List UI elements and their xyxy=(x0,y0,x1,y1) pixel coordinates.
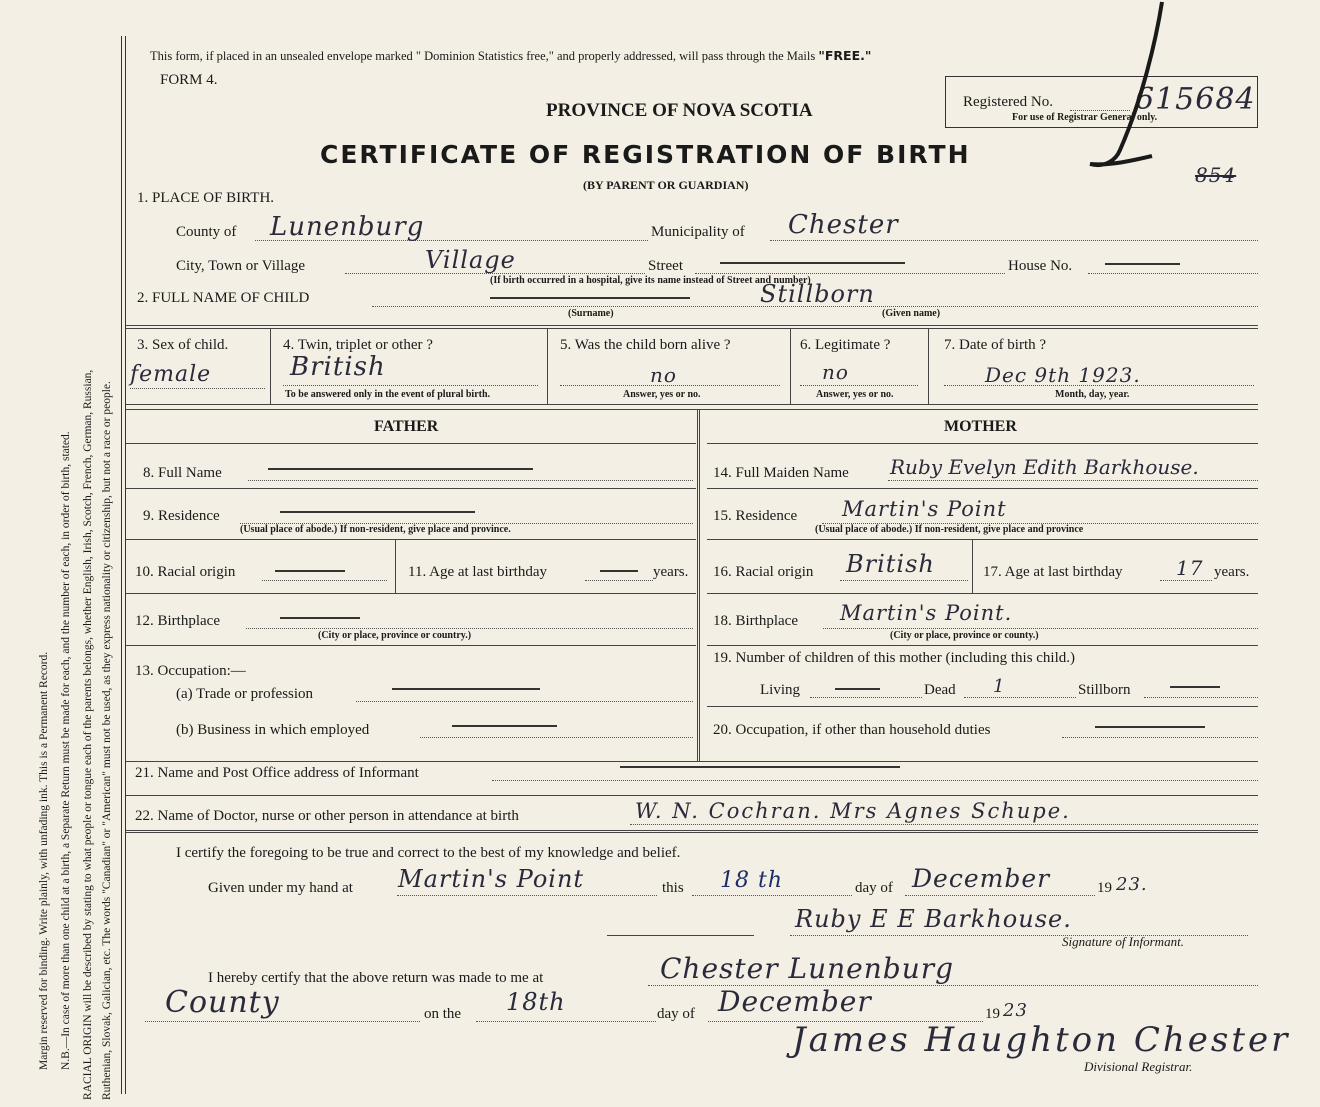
mother-residence-note: (Usual place of abode.) If non-resident, give place and province xyxy=(815,524,1084,535)
on-the-label: on the xyxy=(424,1006,462,1022)
father-business-label: (b) Business in which employed xyxy=(176,722,370,738)
sex-value: female xyxy=(130,362,212,387)
living-label: Living xyxy=(760,682,800,698)
sex-label: 3. Sex of child. xyxy=(137,337,229,353)
municipality-value: Chester xyxy=(788,210,899,240)
certification-month-value: December xyxy=(912,864,1051,893)
father-name-label: 8. Full Name xyxy=(143,465,222,481)
certification-year-value: 23. xyxy=(1116,874,1148,895)
registrar-year-value: 23 xyxy=(1003,1000,1028,1021)
date-of-birth-value: Dec 9th 1923. xyxy=(985,363,1141,387)
mother-children-label: 19. Number of children of this mother (including this child.) xyxy=(713,650,1076,666)
binding-margin-line xyxy=(121,36,122,1094)
mother-residence-label: 15. Residence xyxy=(713,508,798,524)
given-name-caption: (Given name) xyxy=(882,308,941,319)
mother-birthplace-note: (City or place, province or county.) xyxy=(890,630,1039,641)
mother-racial-origin-label: 16. Racial origin xyxy=(713,564,814,580)
twin-label: 4. Twin, triplet or other ? xyxy=(283,337,433,353)
mother-racial-origin-value: British xyxy=(846,550,935,578)
margin-note-racial-origin-2: Ruthenian, Slovak, Galician, etc. The words "Canadian" or "American" must not be used, as they express nationality or citizenship, but not a race or people. xyxy=(101,381,113,1100)
attendant-label: 22. Name of Doctor, nurse or other person in attendance at birth xyxy=(135,808,519,824)
father-racial-origin-label: 10. Racial origin xyxy=(135,564,236,580)
this-label: this xyxy=(662,880,684,896)
date-of-birth-label: 7. Date of birth ? xyxy=(944,337,1047,353)
street-label: Street xyxy=(648,258,683,274)
surname-caption: (Surname) xyxy=(568,308,614,319)
mother-birthplace-value: Martin's Point. xyxy=(840,601,1013,625)
postal-notice-text: This form, if placed in an unsealed envelope marked " Dominion Statistics free," and properly addressed, will pass through the Mails xyxy=(150,49,816,63)
father-birthplace-label: 12. Birthplace xyxy=(135,613,220,629)
father-age-suffix: years. xyxy=(653,564,689,580)
date-of-birth-note: Month, day, year. xyxy=(1055,389,1130,400)
postal-free: "FREE." xyxy=(818,48,872,63)
binding-margin-line xyxy=(125,36,126,1094)
municipality-label: Municipality of xyxy=(651,224,745,240)
dead-label: Dead xyxy=(924,682,956,698)
mother-age-label: 17. Age at last birthday xyxy=(983,564,1123,580)
mother-age-suffix: years. xyxy=(1214,564,1250,580)
registrar-county-value: County xyxy=(165,985,280,1020)
legitimate-label: 6. Legitimate ? xyxy=(800,337,891,353)
registrar-pen-mark xyxy=(1080,0,1180,175)
father-heading: FATHER xyxy=(374,418,439,435)
dead-value: 1 xyxy=(993,676,1006,697)
registered-number: 615684 xyxy=(1135,82,1256,117)
twin-note: To be answered only in the event of plural birth. xyxy=(285,389,491,400)
hospital-note: (If birth occurred in a hospital, give its name instead of Street and number) xyxy=(490,275,811,286)
margin-note-multiple-births: N.B.—In case of more than one child at a birth, a Separate Return must be made for each, and the number of each, in order of birth, stated. xyxy=(60,431,72,1070)
registrar-day-of-label: day of xyxy=(657,1006,695,1022)
form-number: FORM 4. xyxy=(160,72,218,88)
county-value: Lunenburg xyxy=(270,212,425,242)
margin-note-binding: Margin reserved for binding. Write plainly, with unfading ink. This is a Permanent Record. xyxy=(38,651,50,1070)
city-label: City, Town or Village xyxy=(176,258,306,274)
father-age-label: 11. Age at last birthday xyxy=(408,564,547,580)
mother-occupation-label: 20. Occupation, if other than household duties xyxy=(713,722,991,738)
attendant-value: W. N. Cochran. Mrs Agnes Schupe. xyxy=(635,799,1071,823)
mother-heading: MOTHER xyxy=(944,418,1017,435)
stillborn-label: Stillborn xyxy=(1078,682,1131,698)
postal-notice xyxy=(150,48,871,64)
registrar-statement: I hereby certify that the above return was made to me at xyxy=(208,970,544,986)
registrar-place-value: Chester Lunenburg xyxy=(660,952,955,985)
born-alive-label: 5. Was the child born alive ? xyxy=(560,337,731,353)
registrar-signature: James Haughton Chester xyxy=(792,1020,1291,1060)
registrar-year-prefix: 19 xyxy=(985,1006,1000,1022)
born-alive-value: no xyxy=(650,363,677,387)
given-place-value: Martin's Point xyxy=(398,865,585,893)
registrar-note: For use of Registrar General only. xyxy=(1012,112,1158,123)
place-of-birth-label: 1. PLACE OF BIRTH. xyxy=(137,190,275,206)
city-value: Village xyxy=(425,246,516,274)
given-under-label: Given under my hand at xyxy=(208,880,353,896)
side-number: 854 xyxy=(1195,163,1237,187)
child-name-label: 2. FULL NAME OF CHILD xyxy=(137,290,310,306)
certificate-subtitle: (BY PARENT OR GUARDIAN) xyxy=(583,178,749,192)
father-residence-note: (Usual place of abode.) If non-resident, give place and province. xyxy=(240,524,511,535)
father-residence-label: 9. Residence xyxy=(143,508,220,524)
legitimate-value: no xyxy=(822,360,849,384)
county-label: County of xyxy=(176,224,237,240)
day-of-label: day of xyxy=(855,880,893,896)
margin-note-racial-origin: RACIAL ORIGIN will be described by stating to what people or tongue each of the parents belongs, whether English, Irish, Scotch, French, German, Russian, xyxy=(82,369,94,1100)
mother-name-value: Ruby Evelyn Edith Barkhouse. xyxy=(890,455,1199,479)
father-birthplace-note: (City or place, province or country.) xyxy=(318,630,472,641)
certification-day-value: 18 th xyxy=(720,868,783,893)
born-alive-note: Answer, yes or no. xyxy=(623,389,701,400)
informant-signature-caption: Signature of Informant. xyxy=(1062,934,1184,949)
mother-name-label: 14. Full Maiden Name xyxy=(713,465,849,481)
informant-label: 21. Name and Post Office address of Informant xyxy=(135,765,419,781)
informant-signature: Ruby E E Barkhouse. xyxy=(795,905,1072,933)
mother-birthplace-label: 18. Birthplace xyxy=(713,613,798,629)
registered-label: Registered No. xyxy=(963,94,1053,110)
registrar-month-value: December xyxy=(718,985,872,1018)
child-name-value: Stillborn xyxy=(760,280,875,308)
certificate-title: CERTIFICATE OF REGISTRATION OF BIRTH xyxy=(320,140,971,169)
province-heading: PROVINCE OF NOVA SCOTIA xyxy=(546,100,813,121)
house-number-label: House No. xyxy=(1008,258,1073,274)
mother-residence-value: Martin's Point xyxy=(842,497,1007,521)
registrar-caption: Divisional Registrar. xyxy=(1084,1059,1193,1074)
legitimate-note: Answer, yes or no. xyxy=(816,389,894,400)
father-occupation-label: 13. Occupation:— xyxy=(135,663,246,679)
twin-value: British xyxy=(290,352,386,382)
father-trade-label: (a) Trade or profession xyxy=(176,686,314,702)
mother-age-value: 17 xyxy=(1176,556,1204,580)
certification-statement: I certify the foregoing to be true and correct to the best of my knowledge and belief. xyxy=(176,845,681,861)
certification-year-prefix: 19 xyxy=(1097,880,1112,896)
registrar-day-value: 18th xyxy=(506,988,566,1016)
